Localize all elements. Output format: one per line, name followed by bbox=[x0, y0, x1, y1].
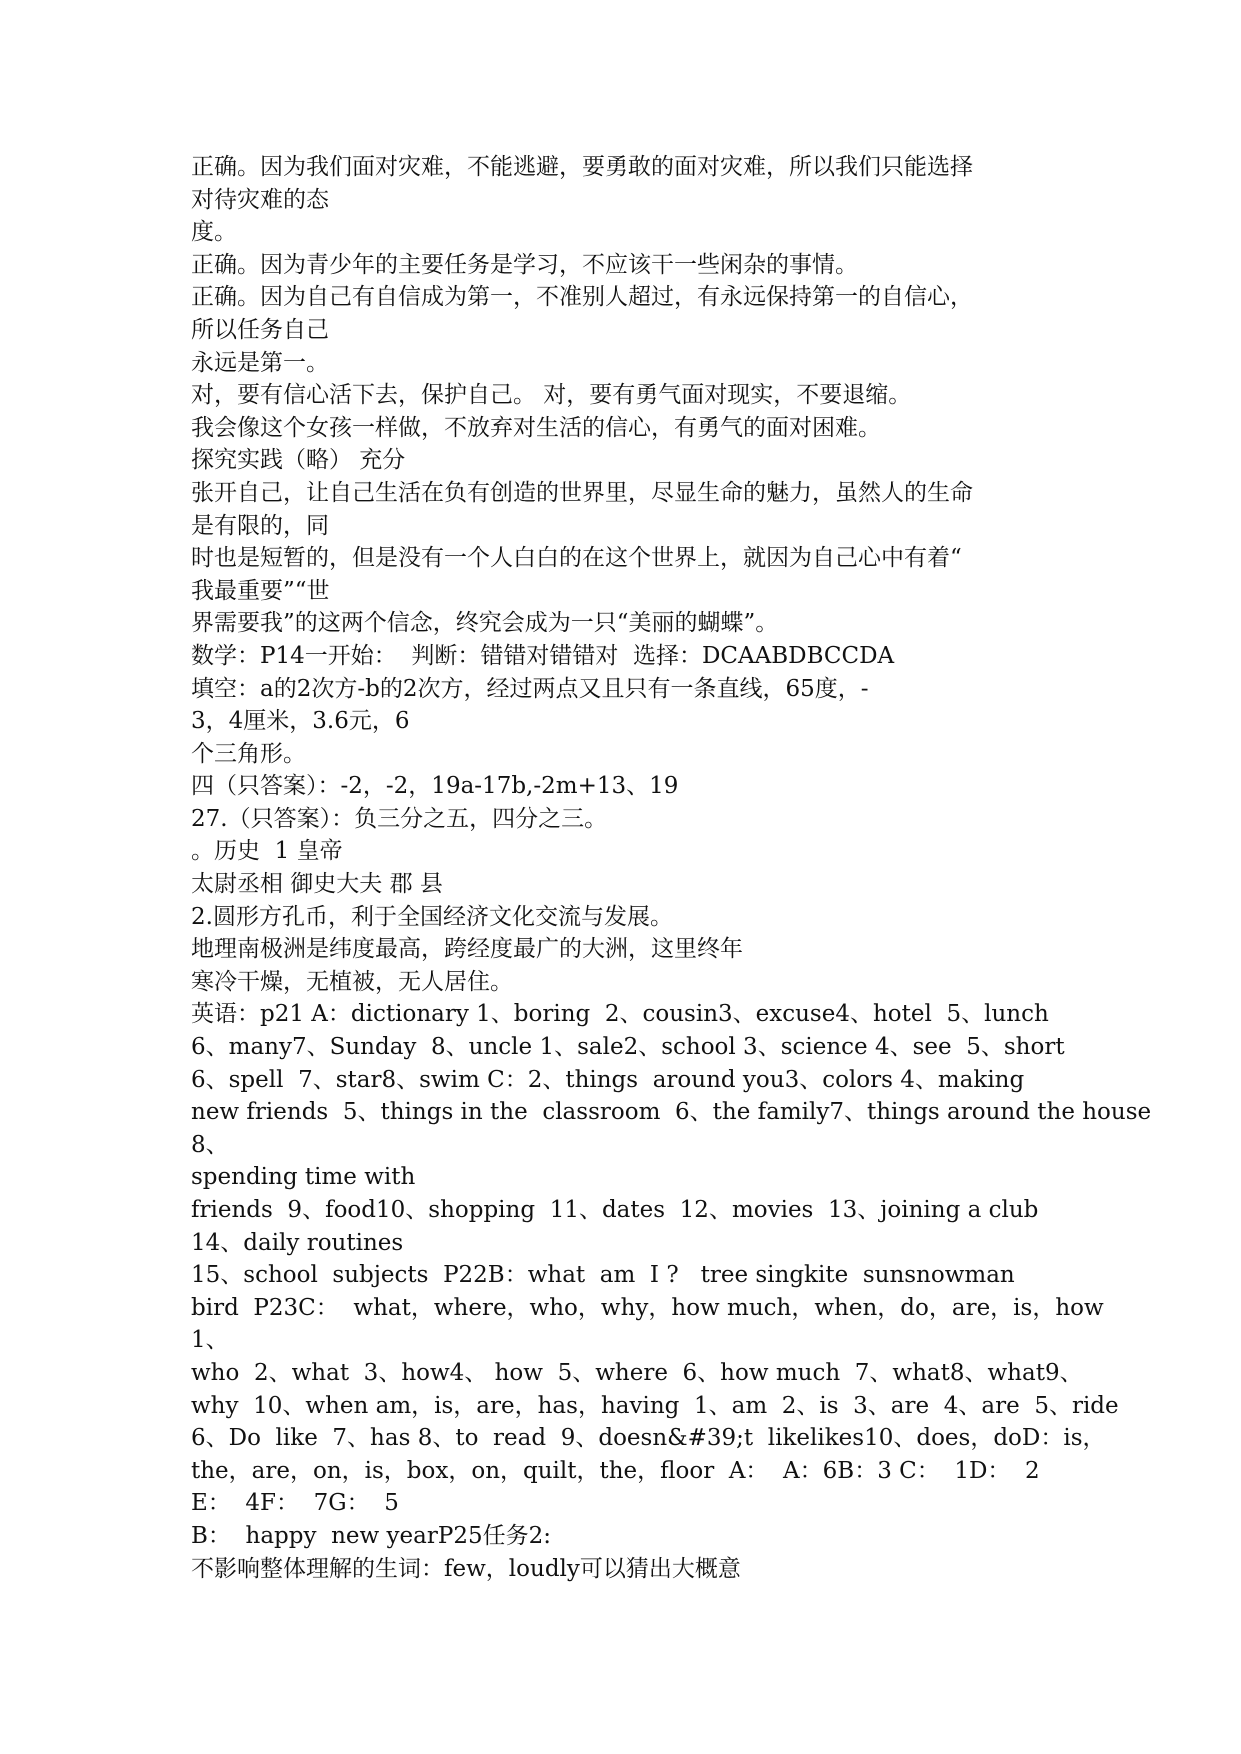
text-line: new friends 5、things in the classroom 6、the family7、things around the house bbox=[191, 1099, 1152, 1126]
text-line: 8、 bbox=[191, 1131, 229, 1158]
text-line: 6、spell 7、star8、swim C：2、things around you3、colors 4、making bbox=[191, 1066, 1025, 1093]
text-line: 3，4厘米，3.6元，6 bbox=[191, 708, 410, 735]
text-line: 1、 bbox=[191, 1327, 229, 1354]
text-line: 永远是第一。 bbox=[191, 349, 329, 376]
text-line: 所以任务自己 bbox=[191, 316, 329, 343]
text-line: 对待灾难的态 bbox=[191, 186, 329, 213]
text-line: 探究实践（略） 充分 bbox=[191, 447, 406, 474]
text-line: 寒冷干燥，无植被，无人居住。 bbox=[191, 968, 513, 995]
text-line: 数学：P14一开始： 判断：错错对错错对 选择：DCAABDBCCDA bbox=[191, 642, 895, 669]
text-line: 界需要我”的这两个信念，终究会成为一只“美丽的蝴蝶”。 bbox=[191, 610, 779, 637]
text-line: bird P23C： what，where，who，why，how much，when，do，are，is，how bbox=[191, 1294, 1104, 1321]
text-line: 度。 bbox=[191, 219, 237, 246]
text-line: 27.（只答案）：负三分之五，四分之三。 bbox=[191, 805, 608, 832]
text-line: 正确。因为我们面对灾难，不能逃避，要勇敢的面对灾难，所以我们只能选择 bbox=[191, 154, 973, 180]
text-line: 正确。因为自己有自信成为第一，不准别人超过，有永远保持第一的自信心， bbox=[191, 284, 973, 311]
text-line: 我会像这个女孩一样做，不放弃对生活的信心，有勇气的面对困难。 bbox=[191, 414, 881, 441]
text-line: 6、Do like 7、has 8、to read 9、doesn&#39;t likelikes10、does，doD：is， bbox=[191, 1425, 1106, 1452]
text-line: 。历史 1 皇帝 bbox=[191, 838, 343, 865]
text-line: B： happy new yearP25任务2: bbox=[191, 1522, 551, 1549]
text-line: E： 4F： 7G： 5 bbox=[191, 1490, 399, 1517]
text-line: why 10、when am，is，are，has，having 1、am 2、is 3、are 4、are 5、ride bbox=[191, 1392, 1119, 1419]
text-line: 14、daily routines bbox=[191, 1229, 404, 1256]
text-line: 不影响整体理解的生词：few，loudly可以猜出大概意 bbox=[191, 1555, 741, 1582]
text-line: 对，要有信心活下去，保护自己。 对，要有勇气面对现实，不要退缩。 bbox=[191, 382, 912, 409]
text-line: 四（只答案）：-2，-2，19a-17b,-2m+13、19 bbox=[191, 773, 679, 800]
text-line: 2.圆形方孔币，利于全国经济文化交流与发展。 bbox=[191, 903, 673, 930]
text-line: 是有限的，同 bbox=[191, 512, 329, 539]
text-line: the，are，on，is，box，on，quilt，the，floor A： A：6B：3 C： 1D： 2 bbox=[191, 1457, 1040, 1484]
text-line: 个三角形。 bbox=[191, 740, 306, 767]
text-line: spending time with bbox=[191, 1164, 416, 1191]
text-line: 6、many7、Sunday 8、uncle 1、sale2、school 3、science 4、see 5、short bbox=[191, 1034, 1065, 1061]
text-line: who 2、what 3、how4、 how 5、where 6、how much 7、what8、what9、 bbox=[191, 1359, 1083, 1386]
text-line: 地理南极洲是纬度最高，跨经度最广的大洲，这里终年 bbox=[191, 936, 743, 963]
text-line: friends 9、food10、shopping 11、dates 12、movies 13、joining a club bbox=[191, 1197, 1039, 1223]
text-line: 张开自己，让自己生活在负有创造的世界里，尽显生命的魅力，虽然人的生命 bbox=[191, 479, 973, 506]
text-line: 15、school subjects P22B：what am I ? tree singkite sunsnowman bbox=[191, 1262, 1015, 1289]
text-line: 正确。因为青少年的主要任务是学习，不应该干一些闲杂的事情。 bbox=[191, 251, 858, 278]
text-line: 我最重要”“世 bbox=[191, 577, 330, 604]
text-line: 太尉丞相 御史大夫 郡 县 bbox=[191, 871, 443, 898]
text-line: 填空：a的2次方-b的2次方，经过两点又且只有一条直线，65度，- bbox=[191, 675, 869, 702]
document-body bbox=[191, 151, 1152, 1585]
text-line: 英语：p21 A：dictionary 1、boring 2、cousin3、excuse4、hotel 5、lunch bbox=[191, 1001, 1049, 1028]
text-line: 时也是短暂的，但是没有一个人白白的在这个世界上，就因为自己心中有着“ bbox=[191, 545, 962, 572]
